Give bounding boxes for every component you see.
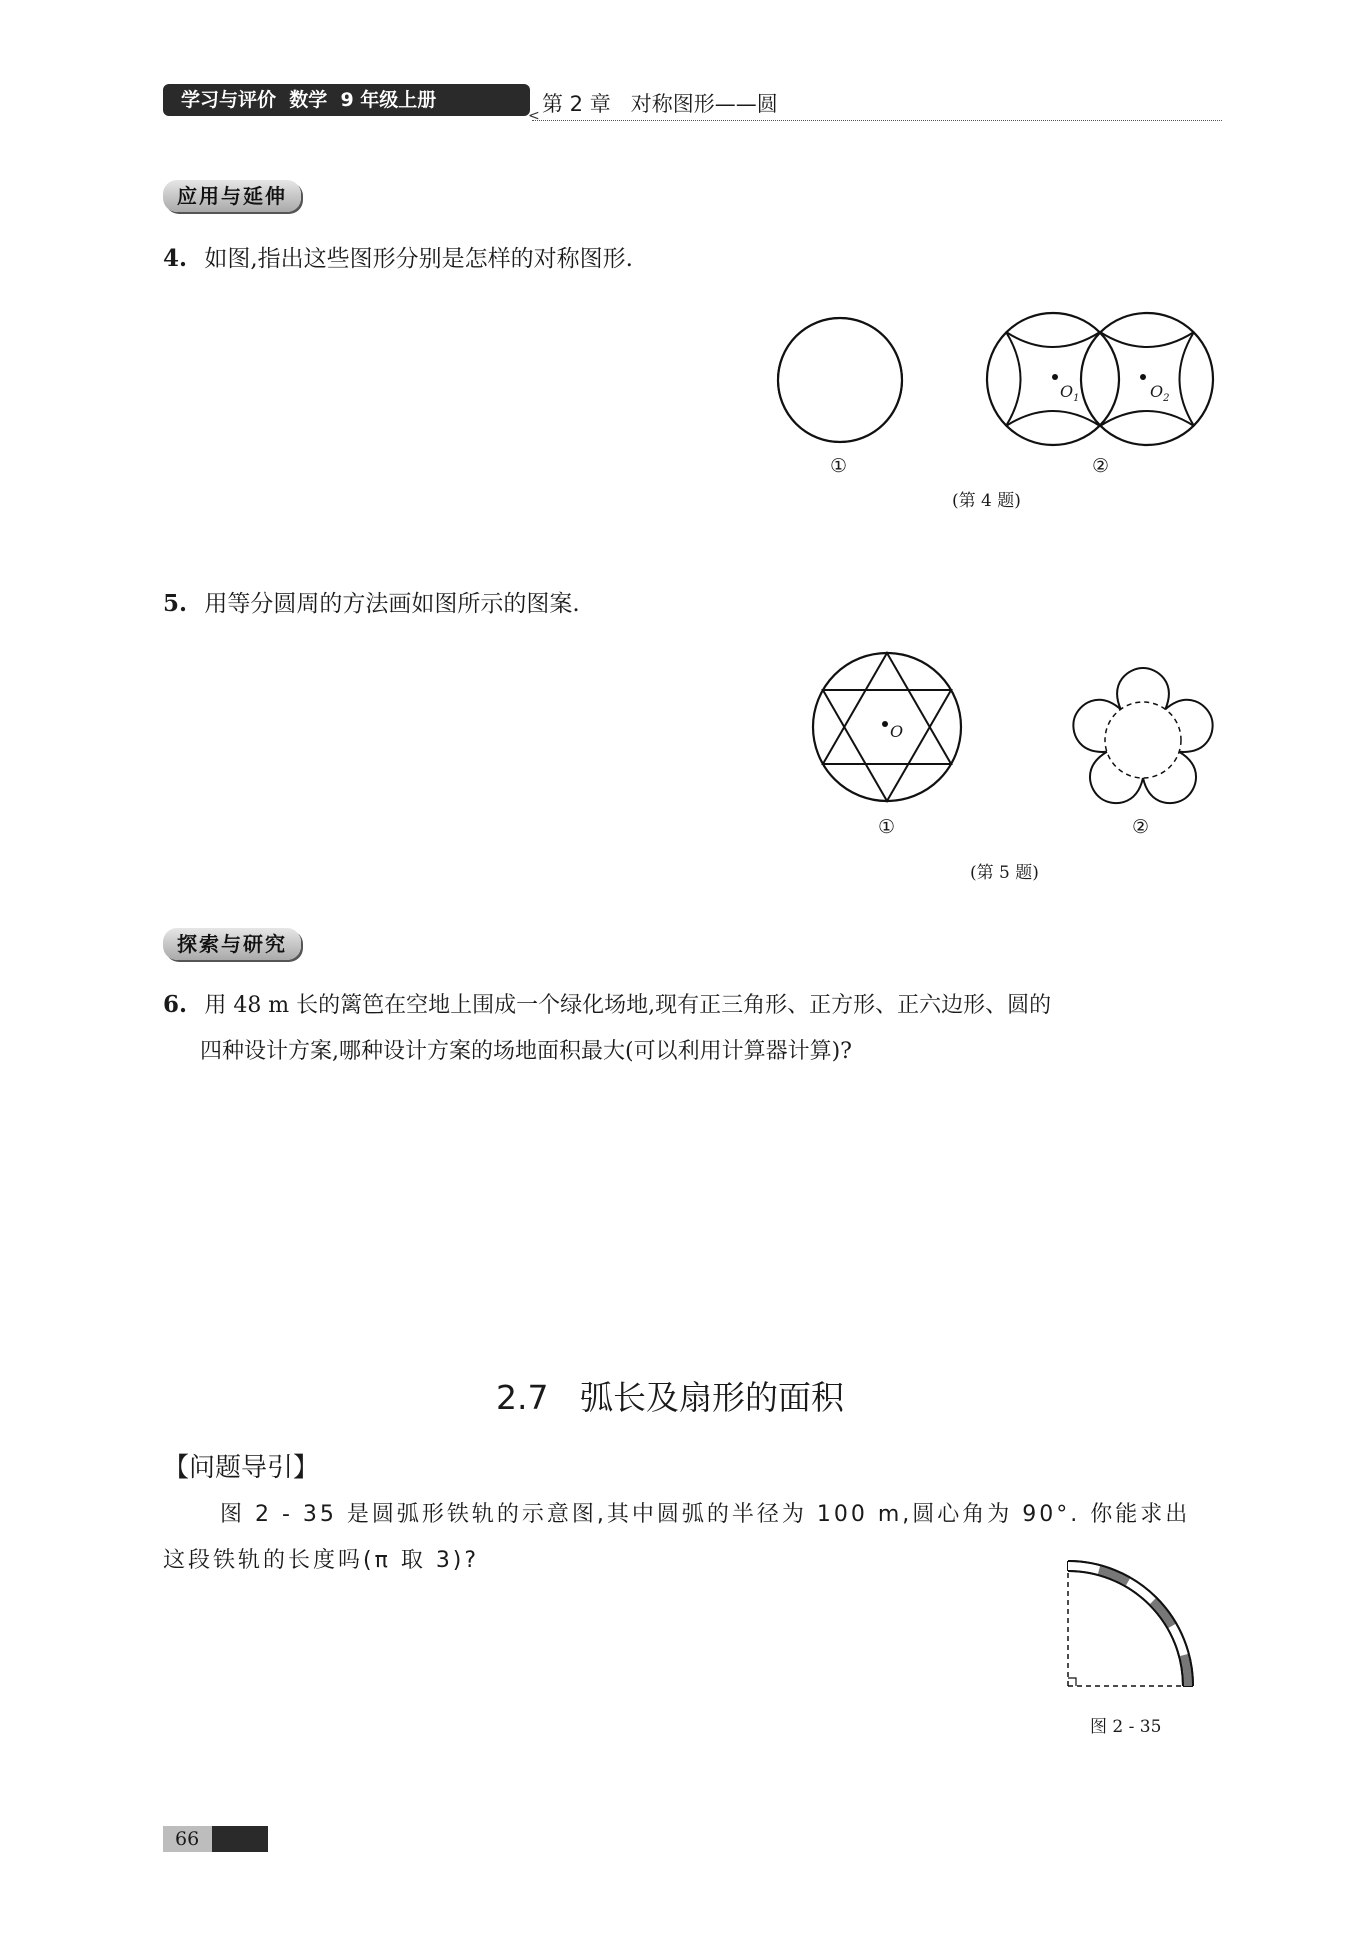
q4-fig1-label: ①: [830, 455, 848, 477]
question-text: 用 48 m 长的篱笆在空地上围成一个绿化场地,现有正三角形、正方形、正六边形、圆的: [204, 993, 1052, 1018]
center-o-label: O: [890, 722, 904, 741]
question-text: 用等分圆周的方法画如图所示的图案.: [204, 591, 580, 617]
q5-figure-2: [1068, 664, 1218, 806]
question-number: 4.: [163, 245, 188, 272]
railway-arc-figure: [1060, 1558, 1196, 1694]
header-arrow-icon: <: [528, 108, 540, 124]
question-4: [163, 240, 633, 273]
page-number-bar-dark: [212, 1826, 268, 1852]
question-guide-heading: 【问题导引】: [163, 1453, 320, 1483]
intro-paragraph-line2: 这段铁轨的长度吗(π 取 3)?: [163, 1548, 480, 1573]
question-6-line2: 四种设计方案,哪种设计方案的场地面积最大(可以利用计算器计算)?: [200, 1039, 852, 1064]
q5-caption: (第 5 题): [970, 863, 1039, 883]
center-o2-label: $O_2$: [1150, 382, 1170, 405]
q4-caption: (第 4 题): [952, 491, 1021, 511]
q4-figure-1: [770, 310, 910, 450]
q5-figure-1: [810, 650, 964, 804]
section-title: 2.7 弧长及扇形的面积: [496, 1378, 844, 1417]
page-number: 66: [175, 1828, 200, 1850]
section-badge-explore: 探索与研究: [163, 928, 301, 960]
intro-paragraph-line1: 图 2 - 35 是圆弧形铁轨的示意图,其中圆弧的半径为 100 m,圆心角为 90°. 你能求出: [220, 1502, 1191, 1527]
question-number: 5.: [163, 590, 188, 617]
q5-fig1-label: ①: [878, 816, 896, 838]
q5-fig2-label: ②: [1132, 816, 1150, 838]
chapter-title: 第 2 章 对称图形——圆: [542, 92, 778, 116]
book-title-banner: 学习与评价 数学 9 年级上册: [163, 84, 530, 116]
q4-figure-2: [985, 310, 1215, 448]
q4-fig2-label: ②: [1092, 455, 1110, 477]
header-divider: [532, 120, 1222, 121]
center-o1-label: $O_1$: [1060, 382, 1080, 405]
section-badge-apply: 应用与延伸: [163, 180, 301, 212]
figure-caption: 图 2 - 35: [1090, 1717, 1162, 1737]
question-number: 6.: [163, 991, 188, 1018]
question-text: 如图,指出这些图形分别是怎样的对称图形.: [204, 246, 633, 272]
question-6-line1: [163, 988, 1051, 1019]
question-5: [163, 585, 580, 618]
